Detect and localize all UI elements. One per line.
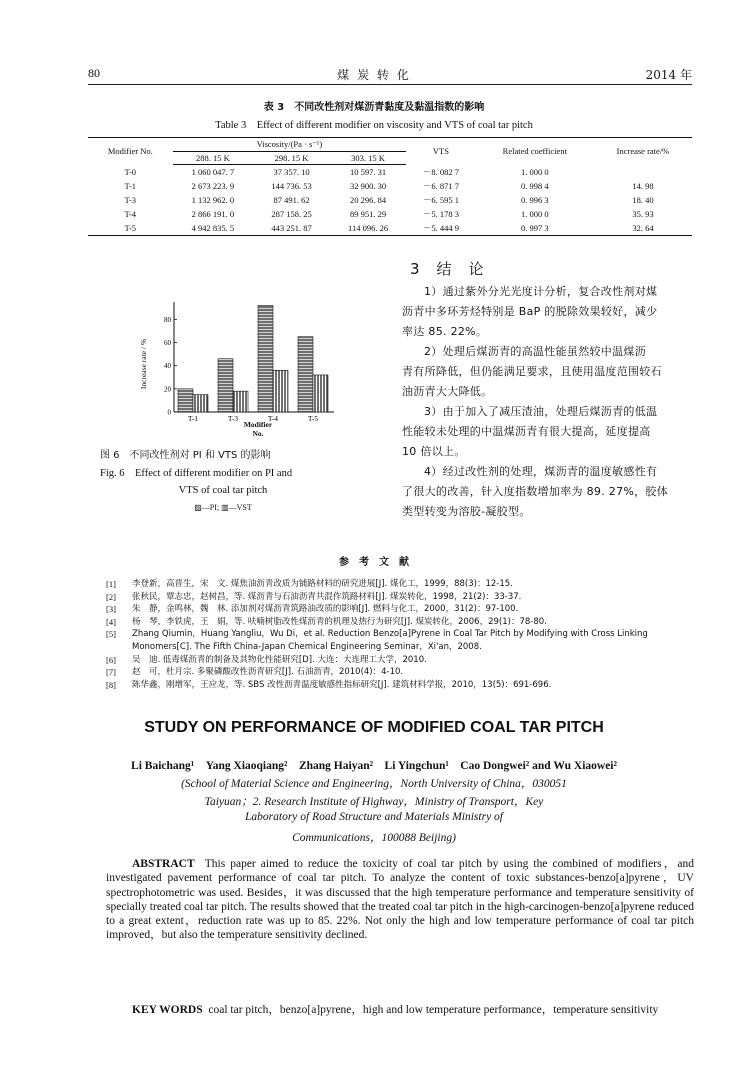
- conclusion-line: 10 倍以上。: [402, 445, 466, 458]
- table-cell: 32. 64: [594, 221, 692, 236]
- bar-pi-t-1: [178, 389, 193, 412]
- conclusion-line: 2）处理后煤沥青的高温性能虽然较中温煤沥: [424, 345, 646, 358]
- conclusion-line: 4）经过改性剂的处理，煤沥青的温度敏感性有: [424, 465, 658, 478]
- affiliation-line-4: Communications，100088 Beijing): [292, 832, 456, 844]
- reference-number: [3]: [106, 604, 116, 615]
- y-tick-label: 40: [164, 362, 171, 371]
- col-increase-rate: Increase rate/%: [594, 138, 692, 165]
- affiliation-line-1: (School of Material Science and Engineering，North University of China，030051: [181, 778, 567, 790]
- reference-text: 杨 琴，李铁虎，王 娟，等. 呋喃树脂改性煤沥青的机理及热行为研究[J]. 煤炭转化，2006，29(1)：78-80.: [132, 616, 547, 627]
- conclusion-line: 3）由于加入了减压渣油，处理后煤沥青的低温: [424, 405, 658, 418]
- table-cell: 35. 93: [632, 208, 654, 219]
- y-tick-label: 0: [167, 408, 171, 417]
- reference-text: 陈华鑫，刚增军，王应龙，等. SBS 改性沥青温度敏感性指标研究[J]. 建筑材料学报，2010，13(5)：691-696.: [132, 679, 552, 690]
- table-cell: 4 942 835. 5: [173, 221, 254, 236]
- bar-pi-t-5: [298, 337, 313, 412]
- y-tick-label: 80: [164, 315, 171, 324]
- reference-text: 吴 迪. 低毒煤沥青的制备及其物化性能研究[D]. 大连：大连理工大学，2010.: [132, 654, 427, 665]
- table-cell: 89 951. 29: [350, 208, 387, 219]
- table-cell: 443 251. 87: [253, 221, 330, 236]
- x-tick-label: T-3: [227, 414, 239, 423]
- conclusion-line: 油沥青大大降低。: [402, 385, 493, 398]
- issue-year: 2014 年: [645, 68, 692, 82]
- table-cell: 0. 997 3: [476, 221, 594, 236]
- reference-item: [106, 654, 696, 667]
- conclusion-body: [402, 282, 694, 522]
- table-cell: －5. 444 9: [406, 221, 476, 236]
- conclusion-line: 沥青中多环芳烃特别是 BaP 的脱除效果较好，减少: [402, 305, 658, 318]
- table-cell: 37 357. 10: [273, 166, 310, 177]
- y-tick-label: 20: [164, 385, 171, 394]
- table-cell: 20 296. 84: [350, 194, 387, 205]
- table-row: [88, 165, 692, 179]
- col-temp-303: 303. 15 K: [330, 152, 406, 165]
- col-vts: VTS: [406, 138, 476, 165]
- table-cell: 144 736. 53: [271, 180, 312, 191]
- y-tick-label: 60: [164, 339, 171, 348]
- reference-text: 朱 静，金鸣林，魏 林. 添加剂对煤沥青筑路油改质的影响[J]. 燃料与化工，2000，31(2)：97-100.: [132, 604, 519, 615]
- references-list: [106, 578, 696, 691]
- table-cell: 2 673 223. 9: [191, 180, 235, 191]
- reference-text: 张秋民，覃志忠，赵树昌，等. 煤沥青与石油沥青共混作筑路材料[J]. 煤炭转化，1998，21(2)：33-37.: [132, 591, 522, 602]
- table-cell: 87 491. 62: [273, 194, 310, 205]
- reference-item: [106, 578, 696, 591]
- table-row: [88, 179, 692, 193]
- english-authors: Li Baichang¹ Yang Xiaoqiang² Zhang Haiyan² Li Yingchun¹ Cao Dongwei² and Wu Xiaowei²: [131, 760, 617, 772]
- reference-number: [1]: [106, 579, 116, 589]
- table-cell: T-3: [124, 194, 137, 205]
- reference-number: [6]: [106, 654, 116, 665]
- keywords: [106, 1003, 694, 1017]
- conclusion-heading: 3 结 论: [410, 260, 485, 278]
- table-cell: －8. 082 7: [422, 166, 460, 177]
- figure6-chart: [140, 298, 340, 438]
- journal-name: 煤 炭 转 化: [337, 68, 411, 82]
- reference-number: [5]: [106, 629, 116, 640]
- figure6-caption-cn: 图 6 不同改性剂对 PI 和 VTS 的影响: [100, 450, 271, 461]
- table-cell: 10 597. 31: [350, 166, 387, 177]
- keywords-text: coal tar pitch，benzo[a]pyrene，high and low temperature performance，temperature sensitivity: [208, 1004, 659, 1016]
- references-heading: 参 考 文 献: [339, 557, 409, 568]
- table3-caption-cn: 表 3 不同改性剂对煤沥青黏度及黏温指数的影响: [263, 102, 485, 113]
- reference-text: 赵 可，杜月宗. 多聚磷酸改性沥青研究[J]. 石油沥青，2010(4)：4-10.: [132, 667, 404, 678]
- reference-item: [106, 628, 696, 641]
- col-modifier: Modifier No.: [88, 138, 173, 165]
- table-cell: [594, 165, 692, 179]
- abstract-text: This paper aimed to reduce the toxicity of coal tar pitch by using the combined of modifiers，and investigated pavement performance of coal tar pitch. To analyze the content of toxic substances-benzo[a]pyrene，UV spectrophotometric was used. Besides，it was discussed that the high temperature performance and temperature sensitivity of specially treated coal tar pitch. The results showed that the treated coal tar pitch in the high-carcinogen-benzo[a]pyrene reduced to a great extent，reduction rate was up to 85. 22%. Not only the high and low temperature performance of coal tar pitch improved，but also the temperature sensitivity declined.: [106, 858, 695, 942]
- table-cell: －6. 871 7: [422, 180, 460, 191]
- table-cell: 1. 000 0: [521, 166, 549, 177]
- table-row: [88, 221, 692, 236]
- page-number: 80: [88, 66, 100, 80]
- col-related-coefficient: Related coefficient: [476, 138, 594, 165]
- y-axis-label: Increase rate / %: [139, 338, 148, 390]
- conclusion-line: 率达 85. 22%。: [402, 325, 488, 338]
- table-cell: T-4: [124, 208, 137, 219]
- table-cell: T-5: [88, 221, 173, 236]
- table-cell: T-0: [124, 166, 137, 177]
- reference-item: [106, 679, 696, 692]
- bar-pi-t-4: [258, 305, 273, 412]
- reference-item: [106, 591, 696, 604]
- col-temp-288: 288. 15 K: [173, 152, 254, 165]
- keywords-label: KEY WORDS: [132, 1004, 203, 1016]
- reference-text: Monomers[C]. The Fifth China-Japan Chemical Engineering Seminar，Xi'an，2008.: [132, 641, 482, 652]
- conclusion-line: 了很大的改善，针入度指数增加率为 89. 27%，胶体: [402, 485, 669, 498]
- table-cell: 1. 000 0: [521, 208, 549, 219]
- abstract-label: ABSTRACT: [132, 858, 195, 870]
- figure6-caption-en-2: VTS of coal tar pitch: [178, 485, 268, 496]
- affiliation-line-2: Taiyuan；2. Research Institute of Highway，Ministry of Transport，Key: [204, 796, 544, 808]
- reference-number: [8]: [106, 679, 116, 690]
- table-cell: －5. 178 3: [422, 208, 460, 219]
- x-tick-label: T-5: [307, 414, 319, 423]
- reference-item: [106, 603, 696, 616]
- table-cell: 1 060 047. 7: [191, 166, 235, 177]
- chart-legend: ▨—PI; ▥—VST: [194, 503, 252, 512]
- col-viscosity: Viscosity/(Pa · s⁻¹): [173, 138, 407, 152]
- x-tick-label: T-1: [187, 414, 199, 423]
- table-cell: 2 866 191. 0: [191, 208, 235, 219]
- bar-pi-t-3: [218, 359, 233, 412]
- viscosity-table: [88, 137, 692, 236]
- table-cell: －6. 595 1: [422, 194, 460, 205]
- table-cell: 287 158. 25: [271, 208, 312, 219]
- table-row: [88, 207, 692, 221]
- affiliation-line-3: Laboratory of Road Structure and Materials Ministry of: [245, 811, 503, 823]
- bar-vst-t-3: [233, 391, 248, 412]
- abstract: [106, 857, 694, 943]
- reference-text: 李登新，高晋生，宋 文. 煤焦油沥青改质为铺路材料的研究进展[J]. 煤化工，1999，88(3)：12-15.: [132, 579, 513, 589]
- reference-number: [2]: [106, 591, 116, 602]
- header-rule: [88, 84, 692, 85]
- conclusion-line: 1）通过紫外分光光度计分析，复合改性剂对煤: [424, 285, 658, 298]
- table-cell: 14. 98: [632, 180, 654, 191]
- col-temp-298: 298. 15 K: [253, 152, 330, 165]
- table-cell: 32 900. 30: [350, 180, 387, 191]
- table-row: [88, 193, 692, 207]
- reference-number: [4]: [106, 616, 116, 627]
- reference-item: [106, 641, 696, 654]
- english-title: STUDY ON PERFORMANCE OF MODIFIED COAL TAR PITCH: [144, 719, 604, 736]
- conclusion-line: 类型转变为溶胶-凝胶型。: [402, 505, 531, 518]
- figure6-caption-en-1: Fig. 6 Effect of different modifier on PI and: [100, 468, 293, 479]
- conclusion-line: 性能较未处理的中温煤沥青有很大提高，延度提高: [402, 425, 651, 438]
- reference-item: [106, 666, 696, 679]
- x-tick-label: T-4: [267, 414, 279, 423]
- bar-vst-t-1: [193, 395, 208, 412]
- table-cell: 1 132 962. 0: [191, 194, 235, 205]
- table-cell: 0. 998 4: [521, 180, 549, 191]
- reference-text: Zhang Qiumin，Huang Yangliu，Wu Di，et al. Reduction Benzo[a]Pyrene in Coal Tar Pitch by Modifying with Cross Linking: [132, 629, 648, 640]
- table-cell: T-1: [124, 180, 137, 191]
- x-axis-label: Modifier No.: [243, 420, 273, 438]
- reference-number: [7]: [106, 667, 116, 678]
- table-cell: 18. 40: [632, 194, 654, 205]
- conclusion-line: 青有所降低，但仍能满足要求，且使用温度范围较石: [402, 365, 662, 378]
- reference-item: [106, 616, 696, 629]
- bar-vst-t-5: [313, 375, 328, 412]
- table3-caption-en: Table 3 Effect of different modifier on viscosity and VTS of coal tar pitch: [215, 120, 533, 131]
- bar-vst-t-4: [273, 370, 288, 412]
- table-cell: 114 096. 26: [330, 221, 406, 236]
- table-cell: 0. 996 3: [521, 194, 549, 205]
